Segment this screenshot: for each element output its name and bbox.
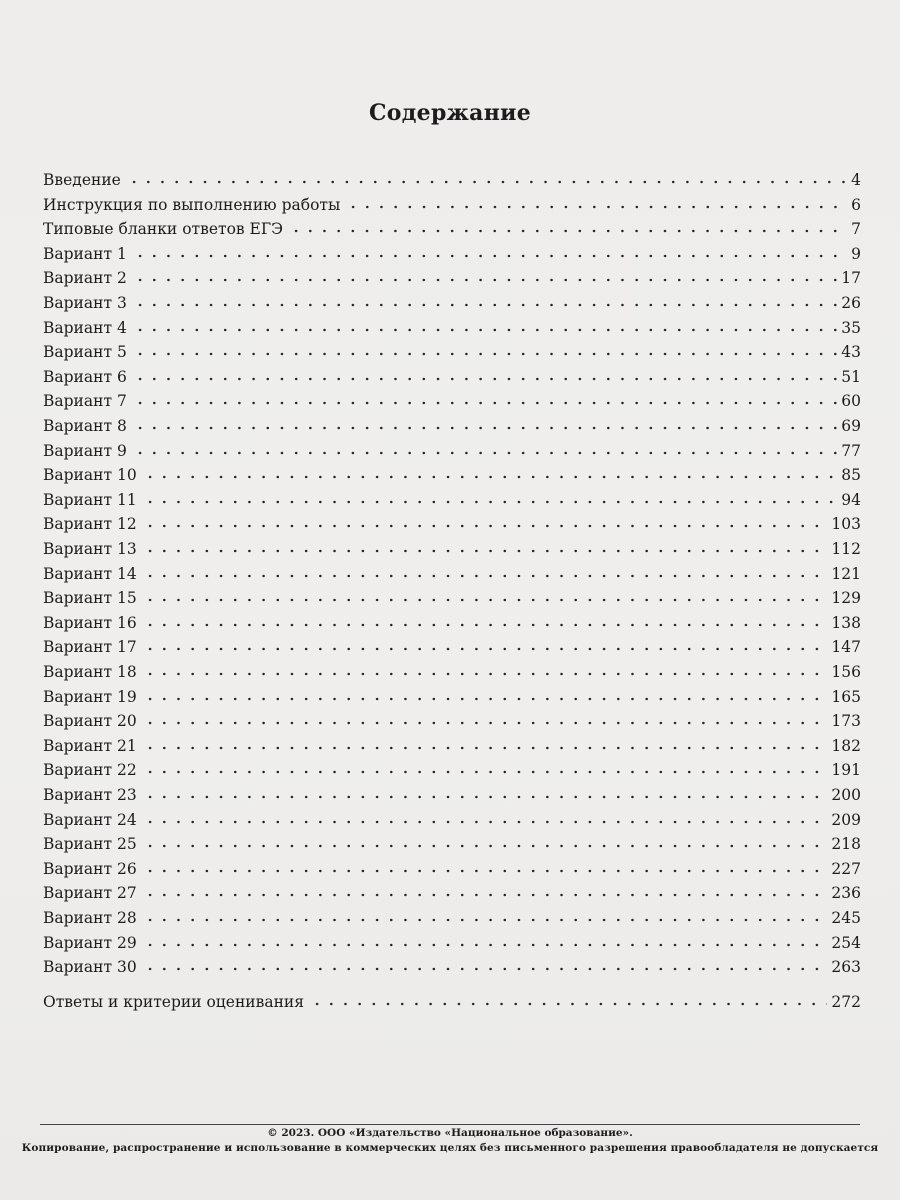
toc-entry-label: Вариант 10 — [43, 466, 137, 485]
toc-entry-page-number: 165 — [831, 687, 861, 706]
toc-entry-page-number: 35 — [841, 318, 861, 337]
toc-entry — [43, 584, 861, 608]
toc-entry — [43, 988, 861, 1012]
toc-entry — [43, 953, 861, 977]
toc-entry-label: Вариант 5 — [43, 343, 127, 362]
toc-entry-label: Вариант 14 — [43, 564, 137, 583]
toc-dot-leader — [143, 622, 828, 628]
toc-entry-page-number: 129 — [831, 589, 861, 608]
toc-entry-page-number: 173 — [831, 712, 861, 731]
toc-entry-page-number: 51 — [841, 367, 861, 386]
toc-entry-page-number: 227 — [831, 859, 861, 878]
toc-dot-leader — [143, 671, 828, 677]
toc-entry-label: Вариант 6 — [43, 367, 127, 386]
toc-entry-label: Вариант 15 — [43, 589, 137, 608]
toc-dot-leader — [127, 179, 847, 185]
toc-entry-page-number: 254 — [831, 933, 861, 952]
toc-dot-leader — [143, 868, 828, 874]
toc-entry-page-number: 236 — [831, 884, 861, 903]
toc-dot-leader — [289, 228, 847, 234]
toc-entry-label: Вариант 20 — [43, 712, 137, 731]
toc-entry-page-number: 94 — [841, 490, 861, 509]
toc-dot-leader — [346, 204, 847, 210]
toc-entry — [43, 683, 861, 707]
toc-entry — [43, 363, 861, 387]
toc-entry — [43, 510, 861, 534]
toc-dot-leader — [143, 745, 828, 751]
toc-entry — [43, 633, 861, 657]
toc-entry — [43, 264, 861, 288]
toc-entry — [43, 289, 861, 313]
usage-notice: Копирование, распространение и использование в коммерческих целях без письменного разрешения правообладателя не допускается — [21, 1142, 879, 1154]
toc-entry — [43, 461, 861, 485]
toc-dot-leader — [143, 696, 828, 702]
toc-entry-page-number: 121 — [831, 564, 861, 583]
toc-entry-label: Вариант 16 — [43, 613, 137, 632]
toc-entry-label: Вариант 1 — [43, 244, 127, 263]
toc-entry-label: Вариант 24 — [43, 810, 137, 829]
toc-entry-label: Вариант 30 — [43, 958, 137, 977]
toc-dot-leader — [133, 351, 837, 357]
toc-entry-label: Вариант 26 — [43, 859, 137, 878]
toc-entry — [43, 707, 861, 731]
toc-dot-leader — [143, 474, 838, 480]
toc-entry-label: Вариант 23 — [43, 786, 137, 804]
toc-dot-leader — [133, 376, 837, 382]
toc-entry — [43, 166, 861, 190]
toc-entry-page-number: 69 — [841, 417, 861, 435]
toc-entry-page-number: 218 — [831, 835, 861, 854]
toc-dot-leader — [143, 843, 828, 849]
toc-entry — [43, 387, 861, 411]
toc-dot-leader — [143, 819, 828, 825]
toc-entry-page-number: 26 — [841, 294, 861, 312]
toc-entry — [43, 658, 861, 682]
toc-entry-label: Инструкция по выполнению работы — [43, 195, 341, 214]
toc-dot-leader — [133, 400, 837, 406]
toc-dot-leader — [310, 1001, 827, 1007]
toc-entry-page-number: 182 — [831, 736, 861, 755]
toc-entry-label: Ответы и критерии оценивания — [43, 992, 305, 1011]
toc-entry-page-number: 245 — [831, 909, 861, 927]
toc-dot-leader — [143, 720, 828, 726]
footer-divider — [40, 1124, 860, 1125]
toc-dot-leader — [143, 966, 828, 972]
toc-entry-page-number: 200 — [831, 786, 861, 804]
toc-entry — [43, 314, 861, 338]
toc-dot-leader — [143, 892, 828, 898]
toc-entry-page-number: 85 — [841, 466, 861, 485]
toc-dot-leader — [143, 573, 828, 579]
toc-entry-label: Введение — [43, 171, 121, 189]
toc-entry-page-number: 138 — [831, 613, 861, 632]
toc-entry — [43, 535, 861, 559]
toc-entry — [43, 855, 861, 879]
toc-entry-label: Вариант 2 — [43, 269, 127, 288]
toc-entry-page-number: 4 — [851, 171, 861, 189]
toc-entry-page-number: 60 — [841, 392, 861, 411]
toc-entry-label: Вариант 18 — [43, 663, 137, 681]
toc-dot-leader — [143, 548, 828, 554]
toc-dot-leader — [133, 253, 847, 259]
toc-entry-page-number: 209 — [831, 810, 861, 829]
toc-entry — [43, 609, 861, 633]
toc-dot-leader — [143, 597, 828, 603]
toc-entry-page-number: 272 — [831, 992, 861, 1011]
toc-entry — [43, 732, 861, 756]
toc-entry — [43, 338, 861, 362]
toc-dot-leader — [143, 499, 838, 505]
toc-entry-page-number: 43 — [841, 343, 861, 362]
toc-entry — [43, 560, 861, 584]
toc-entry-page-number: 9 — [851, 244, 861, 263]
toc-entry-page-number: 263 — [831, 958, 861, 977]
toc-entry-page-number: 147 — [831, 638, 861, 657]
toc-entry-page-number: 6 — [851, 195, 861, 214]
toc-dot-leader — [143, 942, 828, 948]
toc-entry-label: Вариант 22 — [43, 761, 137, 780]
toc-entry-page-number: 7 — [851, 220, 861, 239]
toc-entry-label: Вариант 13 — [43, 540, 137, 558]
toc-entry-label: Вариант 29 — [43, 933, 137, 952]
toc-dot-leader — [133, 327, 837, 333]
toc-entry-label: Вариант 4 — [43, 318, 127, 337]
toc-entry-page-number: 191 — [831, 761, 861, 780]
toc-entry-label: Вариант 7 — [43, 392, 127, 411]
toc-entry — [43, 437, 861, 461]
toc-entry-label: Вариант 17 — [43, 638, 137, 657]
toc-entry-label: Вариант 27 — [43, 884, 137, 903]
toc-entry-page-number: 77 — [841, 441, 861, 460]
toc-entry-page-number: 156 — [831, 663, 861, 681]
toc-entry — [43, 806, 861, 830]
toc-entry — [43, 904, 861, 928]
toc-entry-label: Типовые бланки ответов ЕГЭ — [43, 220, 283, 239]
toc-entry — [43, 412, 861, 436]
toc-entry — [43, 486, 861, 510]
toc-entry — [43, 781, 861, 805]
toc-dot-leader — [143, 917, 828, 923]
toc-dot-leader — [133, 450, 837, 456]
toc-entry — [43, 879, 861, 903]
toc-entry-label: Вариант 28 — [43, 909, 137, 927]
toc-entry-label: Вариант 8 — [43, 417, 127, 435]
toc-entry-label: Вариант 25 — [43, 835, 137, 854]
page-title: Содержание — [368, 100, 532, 126]
toc-entry-page-number: 112 — [831, 540, 861, 558]
toc-entry-label: Вариант 3 — [43, 294, 127, 312]
toc-entry — [43, 756, 861, 780]
toc-dot-leader — [143, 794, 828, 800]
toc-dot-leader — [133, 277, 837, 283]
toc-dot-leader — [143, 646, 828, 652]
copyright-notice: © 2023. ООО «Издательство «Национальное образование». — [267, 1127, 633, 1139]
toc-dot-leader — [143, 523, 828, 529]
toc-dot-leader — [133, 302, 837, 308]
toc-entry — [43, 830, 861, 854]
toc-entry — [43, 929, 861, 953]
toc-entry-label: Вариант 9 — [43, 441, 127, 460]
toc-entry-label: Вариант 11 — [43, 490, 137, 509]
toc-entry-label: Вариант 19 — [43, 687, 137, 706]
toc-dot-leader — [133, 425, 837, 431]
toc-entry — [43, 240, 861, 264]
toc-entry-page-number: 103 — [831, 515, 861, 534]
toc-entry-label: Вариант 21 — [43, 736, 137, 755]
toc-dot-leader — [143, 769, 828, 775]
toc-entry — [43, 191, 861, 215]
toc-entry — [43, 215, 861, 239]
toc-entry-label: Вариант 12 — [43, 515, 137, 534]
toc-entry-page-number: 17 — [841, 269, 861, 288]
